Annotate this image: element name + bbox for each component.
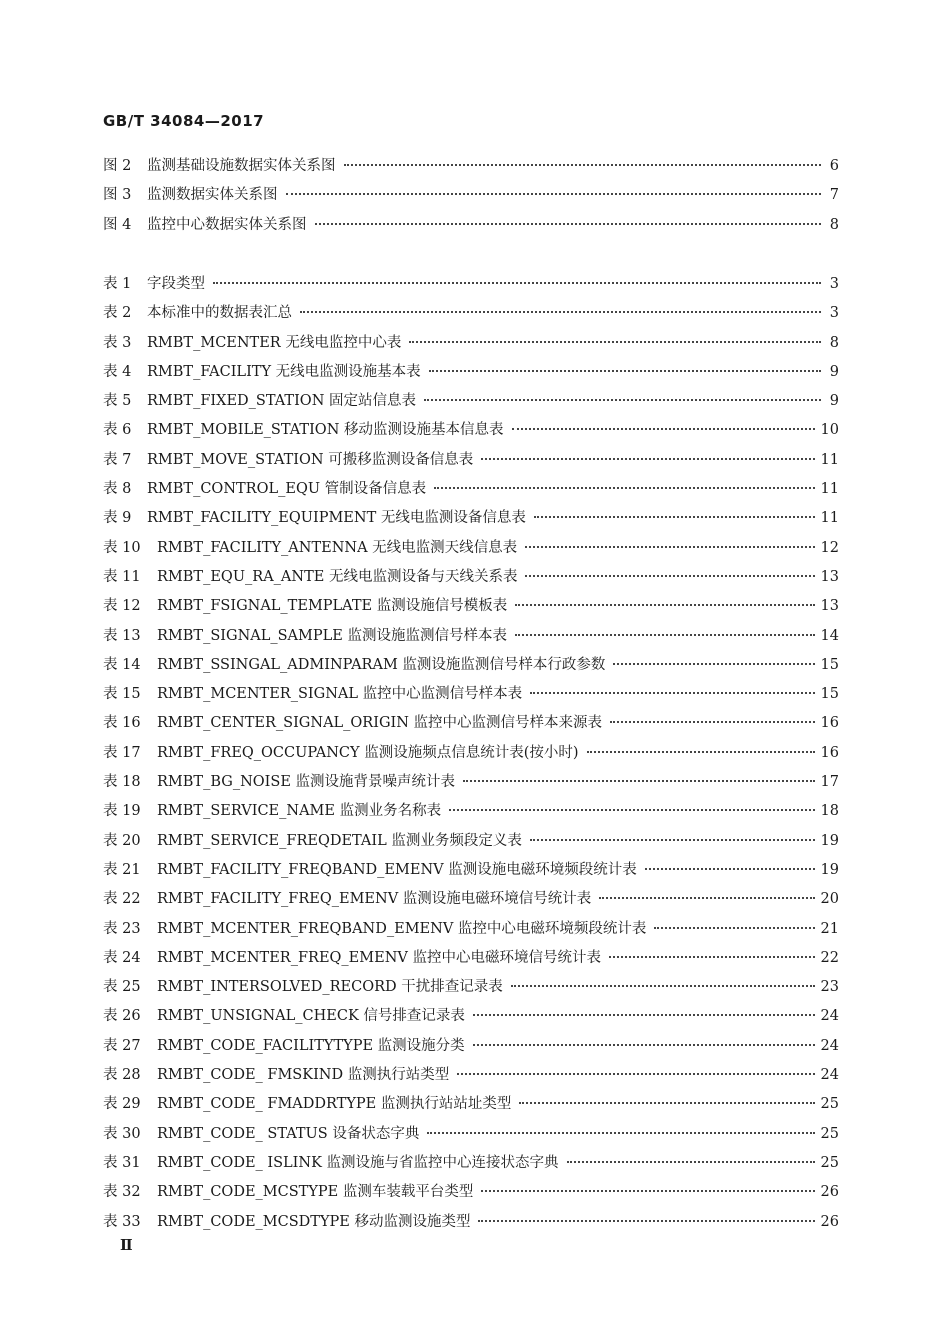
toc-table-entry-page: 11 [820, 481, 839, 498]
toc-table-entry-title: RMBT_MCENTER_FREQBAND_EMENV 监控中心电磁环境频段统计表 [157, 920, 647, 937]
toc-table-entry-title: RMBT_CODE_FACILITYTYPE 监测设施分类 [157, 1037, 465, 1054]
toc-table-entry-title: RMBT_MOBILE_STATION 移动监测设施基本信息表 [147, 422, 504, 439]
dot-leader [613, 663, 814, 665]
page-number: Ⅱ [120, 1236, 133, 1254]
toc-figure-entry[interactable] [103, 183, 839, 212]
toc-table-entry[interactable] [103, 799, 839, 828]
dot-leader [409, 341, 821, 343]
toc-table-entry-title: RMBT_FREQ_OCCUPANCY 监测设施频点信息统计表(按小时) [157, 744, 579, 761]
toc-table-entry-label: 表 15 [103, 686, 141, 703]
dot-leader [587, 751, 815, 753]
toc-figure-entry-title: 监测基础设施数据实体关系图 [147, 158, 336, 174]
dot-leader [610, 721, 814, 723]
toc-table-entry[interactable] [103, 1092, 839, 1121]
toc-table-entry[interactable] [103, 653, 839, 682]
toc-table-entry-page: 25 [820, 1154, 839, 1171]
toc-table-entry[interactable] [103, 594, 839, 623]
toc-table-entry-page: 26 [820, 1213, 839, 1230]
dot-leader [213, 282, 821, 284]
toc-table-entry[interactable] [103, 418, 839, 447]
toc-table-entry-page: 3 [829, 276, 839, 292]
toc-table-entry-page: 25 [820, 1125, 839, 1142]
toc-table-entry-label: 表 25 [103, 979, 141, 996]
dot-leader [534, 516, 815, 518]
toc-table-entry-page: 24 [820, 1067, 839, 1084]
toc-table-entry[interactable] [103, 565, 839, 594]
toc-table-entry[interactable] [103, 1180, 839, 1209]
toc-table-entry-page: 13 [820, 568, 839, 585]
toc-table-entry-page: 18 [820, 803, 839, 820]
figure-list [103, 154, 839, 242]
toc-table-entry-label: 表 8 [103, 481, 132, 498]
toc-table-entry-label: 表 33 [103, 1213, 141, 1230]
toc-table-entry-label: 表 6 [103, 422, 132, 439]
dot-leader [473, 1044, 815, 1046]
toc-table-entry-title: RMBT_SSINGAL_ADMINPARAM 监测设施监测信号样本行政参数 [157, 656, 606, 673]
toc-table-entry-title: RMBT_MCENTER 无线电监控中心表 [147, 334, 402, 351]
toc-table-entry[interactable] [103, 389, 839, 418]
toc-table-entry[interactable] [103, 741, 839, 770]
toc-table-entry-page: 24 [820, 1037, 839, 1054]
toc-table-entry-label: 表 31 [103, 1154, 141, 1171]
toc-table-entry[interactable] [103, 360, 839, 389]
dot-leader [515, 604, 814, 606]
toc-table-entry-title: RMBT_UNSIGNAL_CHECK 信号排查记录表 [157, 1008, 465, 1025]
toc-table-entry-page: 15 [820, 686, 839, 703]
dot-leader [599, 897, 814, 899]
toc-table-entry-page: 15 [820, 656, 839, 673]
toc-table-entry[interactable] [103, 770, 839, 799]
toc-table-entry-title: RMBT_FACILITY_ANTENNA 无线电监测天线信息表 [157, 539, 518, 556]
toc-table-entry-title: RMBT_MCENTER_SIGNAL 监控中心监测信号样本表 [157, 686, 523, 703]
toc-figure-entry-label: 图 2 [103, 158, 132, 174]
toc-table-entry[interactable] [103, 536, 839, 565]
toc-table-entry[interactable] [103, 1034, 839, 1063]
toc-figure-entry-page: 7 [829, 187, 839, 204]
toc-table-entry[interactable] [103, 448, 839, 477]
toc-table-entry-label: 表 2 [103, 305, 132, 322]
toc-table-entry-label: 表 28 [103, 1067, 141, 1084]
toc-table-entry-page: 16 [820, 744, 839, 761]
toc-table-entry-title: RMBT_SERVICE_FREQDETAIL 监测业务频段定义表 [157, 832, 522, 849]
toc-table-entry-label: 表 16 [103, 715, 141, 732]
dot-leader [512, 428, 815, 430]
toc-table-entry-label: 表 5 [103, 393, 132, 410]
toc-table-entry[interactable] [103, 624, 839, 653]
toc-table-entry-label: 表 20 [103, 832, 141, 849]
toc-figure-entry-page: 6 [829, 158, 839, 174]
dot-leader [427, 1132, 814, 1134]
toc-table-entry-title: RMBT_MOVE_STATION 可搬移监测设备信息表 [147, 451, 474, 468]
toc-table-entry-title: RMBT_SIGNAL_SAMPLE 监测设施监测信号样本表 [157, 627, 507, 644]
toc-table-entry-title: RMBT_EQU_RA_ANTE 无线电监测设备与天线关系表 [157, 568, 518, 585]
toc-table-entry-label: 表 14 [103, 656, 141, 673]
toc-table-entry-page: 13 [820, 598, 839, 615]
toc-table-entry-label: 表 12 [103, 598, 141, 615]
dot-leader [645, 868, 815, 870]
toc-table-entry[interactable] [103, 917, 839, 946]
toc-table-entry[interactable] [103, 682, 839, 711]
toc-table-entry[interactable] [103, 1151, 839, 1180]
toc-table-entry-label: 表 13 [103, 627, 141, 644]
dot-leader [525, 575, 814, 577]
toc-table-entry[interactable] [103, 1004, 839, 1033]
toc-table-entry-page: 10 [820, 422, 839, 439]
toc-table-entry-title: RMBT_CODE_ STATUS 设备状态字典 [157, 1125, 420, 1142]
toc-table-entry-page: 9 [829, 363, 839, 380]
toc-table-entry-title: RMBT_BG_NOISE 监测设施背景噪声统计表 [157, 774, 456, 791]
dot-leader [300, 311, 821, 313]
toc-table-entry-title: RMBT_CODE_ FMSKIND 监测执行站类型 [157, 1067, 450, 1084]
toc-table-entry-label: 表 7 [103, 451, 132, 468]
toc-table-entry[interactable] [103, 272, 839, 301]
toc-table-entry-title: RMBT_FACILITY_EQUIPMENT 无线电监测设备信息表 [147, 510, 526, 527]
toc-table-entry-title: RMBT_SERVICE_NAME 监测业务名称表 [157, 803, 442, 820]
toc-table-entry-label: 表 26 [103, 1008, 141, 1025]
toc-table-entry-title: RMBT_FACILITY_FREQBAND_EMENV 监测设施电磁环境频段统计表 [157, 861, 637, 878]
toc-table-entry[interactable] [103, 506, 839, 535]
toc-table-entry-label: 表 17 [103, 744, 141, 761]
toc-table-entry-title: RMBT_FACILITY 无线电监测设施基本表 [147, 363, 421, 380]
toc-figure-entry[interactable] [103, 213, 839, 242]
toc-table-entry-label: 表 3 [103, 334, 132, 351]
dot-leader [478, 1220, 814, 1222]
dot-leader [463, 780, 815, 782]
toc-table-entry-label: 表 27 [103, 1037, 141, 1054]
toc-table-entry-title: RMBT_CODE_MCSTYPE 监测车装载平台类型 [157, 1184, 474, 1201]
toc-table-entry-title: RMBT_CODE_ FMADDRTYPE 监测执行站站址类型 [157, 1096, 512, 1113]
toc-table-entry-title: RMBT_CENTER_SIGNAL_ORIGIN 监控中心监测信号样本来源表 [157, 715, 603, 732]
dot-leader [530, 692, 814, 694]
dot-leader [511, 985, 815, 987]
toc-table-entry[interactable] [103, 477, 839, 506]
toc-table-entry[interactable] [103, 887, 839, 916]
toc-table-entry-page: 11 [820, 451, 839, 468]
dot-leader [286, 193, 822, 195]
toc-table-entry[interactable] [103, 1210, 839, 1239]
dot-leader [609, 956, 815, 958]
toc-table-entry[interactable] [103, 331, 839, 360]
toc-table-entry-page: 19 [820, 861, 839, 878]
toc-table-entry[interactable] [103, 1063, 839, 1092]
toc-figure-entry-page: 8 [829, 216, 839, 233]
dot-leader [481, 1190, 814, 1192]
toc-table-entry-page: 17 [820, 774, 839, 791]
toc-table-entry[interactable] [103, 858, 839, 887]
toc-table-entry-title: 本标准中的数据表汇总 [147, 305, 292, 322]
toc-table-entry[interactable] [103, 946, 839, 975]
toc-table-entry-page: 26 [820, 1184, 839, 1201]
table-list [103, 272, 839, 1239]
toc-table-entry-page: 23 [820, 979, 839, 996]
toc-figure-entry-label: 图 3 [103, 187, 132, 204]
toc-table-entry-page: 22 [820, 949, 839, 966]
toc-table-entry-page: 16 [820, 715, 839, 732]
dot-leader [481, 458, 814, 460]
toc-figure-entry-label: 图 4 [103, 216, 132, 233]
dot-leader [473, 1014, 815, 1016]
toc-table-entry-page: 20 [820, 891, 839, 908]
toc-table-entry-label: 表 24 [103, 949, 141, 966]
toc-table-entry[interactable] [103, 301, 839, 330]
toc-table-entry-label: 表 11 [103, 568, 141, 585]
dot-leader [515, 634, 815, 636]
toc-table-entry-label: 表 32 [103, 1184, 141, 1201]
toc-table-entry-label: 表 9 [103, 510, 132, 527]
toc-figure-entry[interactable] [103, 154, 839, 183]
toc-table-entry-title: RMBT_FIXED_STATION 固定站信息表 [147, 393, 416, 410]
dot-leader [449, 809, 814, 811]
toc-table-entry[interactable] [103, 975, 839, 1004]
toc-table-entry-page: 3 [829, 305, 839, 322]
toc-table-entry-page: 12 [820, 539, 839, 556]
toc-table-entry-label: 表 29 [103, 1096, 141, 1113]
toc-table-entry-title: 字段类型 [147, 276, 205, 292]
toc-table-entry-title: RMBT_FSIGNAL_TEMPLATE 监测设施信号模板表 [157, 598, 508, 615]
toc-table-entry-page: 19 [820, 832, 839, 849]
toc-table-entry-label: 表 22 [103, 891, 141, 908]
dot-leader [344, 164, 822, 166]
toc-table-entry-label: 表 18 [103, 774, 141, 791]
dot-leader [315, 223, 822, 225]
toc-table-entry-page: 9 [829, 393, 839, 410]
dot-leader [654, 927, 814, 929]
toc-table-entry-label: 表 1 [103, 276, 132, 292]
toc-table-entry-title: RMBT_CODE_MCSDTYPE 移动监测设施类型 [157, 1213, 471, 1230]
dot-leader [434, 487, 814, 489]
dot-leader [530, 839, 815, 841]
toc-table-entry[interactable] [103, 829, 839, 858]
dot-leader [519, 1102, 814, 1104]
dot-leader [525, 546, 814, 548]
toc-table-entry-title: RMBT_FACILITY_FREQ_EMENV 监测设施电磁环境信号统计表 [157, 891, 592, 908]
toc-table-entry-label: 表 30 [103, 1125, 141, 1142]
toc-table-entry[interactable] [103, 1122, 839, 1151]
toc-table-entry-page: 8 [829, 334, 839, 351]
toc-table-entry-title: RMBT_CODE_ ISLINK 监测设施与省监控中心连接状态字典 [157, 1154, 559, 1171]
dot-leader [424, 399, 821, 401]
toc-table-entry-label: 表 19 [103, 803, 141, 820]
toc-table-entry-label: 表 10 [103, 539, 141, 556]
toc-table-entry-page: 24 [820, 1008, 839, 1025]
toc-table-entry-label: 表 21 [103, 861, 141, 878]
toc-table-entry-title: RMBT_CONTROL_EQU 管制设备信息表 [147, 481, 427, 498]
toc-table-entry-label: 表 4 [103, 363, 132, 380]
toc-table-entry-label: 表 23 [103, 920, 141, 937]
dot-leader [429, 370, 821, 372]
toc-table-entry-title: RMBT_MCENTER_FREQ_EMENV 监控中心电磁环境信号统计表 [157, 949, 601, 966]
toc-table-entry-page: 11 [820, 510, 839, 527]
dot-leader [567, 1161, 815, 1163]
toc-figure-entry-title: 监测数据实体关系图 [147, 187, 278, 204]
toc-table-entry[interactable] [103, 711, 839, 740]
dot-leader [457, 1073, 814, 1075]
toc-table-entry-page: 21 [820, 920, 839, 937]
toc-figure-entry-title: 监控中心数据实体关系图 [147, 216, 307, 233]
toc-table-entry-page: 14 [820, 627, 839, 644]
standard-code-header: GB/T 34084—2017 [103, 112, 265, 130]
toc-table-entry-title: RMBT_INTERSOLVED_RECORD 干扰排查记录表 [157, 979, 503, 996]
toc-table-entry-page: 25 [820, 1096, 839, 1113]
